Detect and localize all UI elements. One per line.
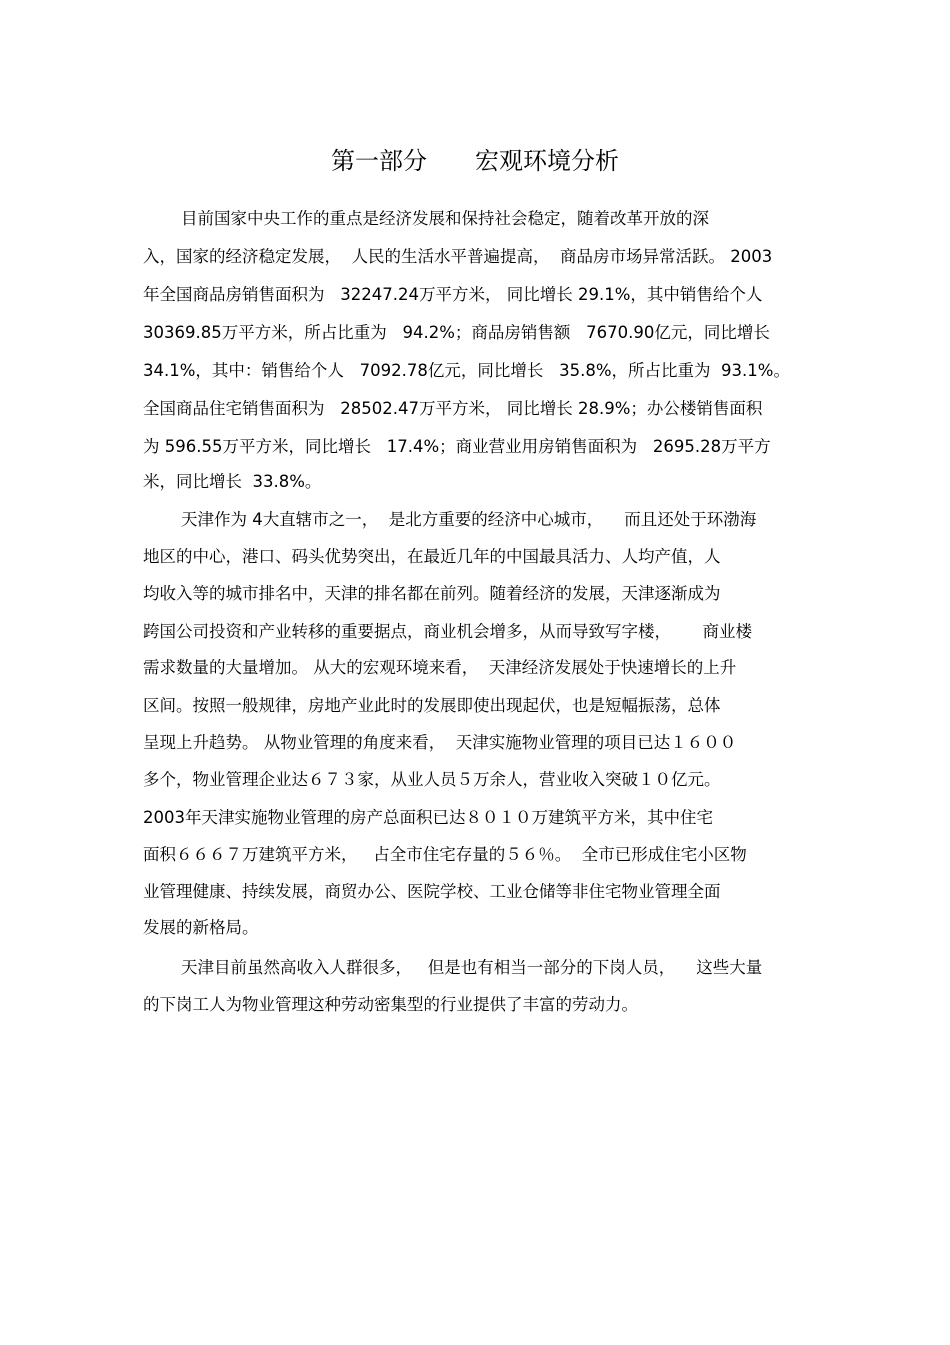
paragraph-2-line-8: 多个，物业管理企业达６７３家，从业人员５万余人，营业收入突破１０亿元。: [143, 770, 721, 789]
section-title: 第一部分 宏观环境分析: [331, 147, 619, 175]
paragraph-2-line-2: 地区的中心，港口、码头优势突出，在最近几年的中国最具活力、人均产值，人: [143, 547, 721, 566]
paragraph-2-line-12: 发展的新格局。: [143, 918, 259, 937]
paragraph-2-line-4: 跨国公司投资和产业转移的重要据点，商业机会增多，从而导致写字楼， 商业楼: [143, 622, 752, 641]
paragraph-2-line-3: 均收入等的城市排名中，天津的排名都在前列。随着经济的发展，天津逐渐成为: [143, 584, 721, 603]
paragraph-2-line-11: 业管理健康、持续发展，商贸办公、医院学校、工业仓储等非住宅物业管理全面: [143, 882, 721, 901]
paragraph-2-line-6: 区间。按照一般规律，房地产业此时的发展即使出现起伏，也是短幅振荡，总体: [143, 696, 721, 715]
paragraph-3-line-1: 天津目前虽然高收入人群很多， 但是也有相当一部分的下岗人员， 这些大量: [181, 958, 763, 977]
paragraph-2-line-5: 需求数量的大量增加。 从大的宏观环境来看， 天津经济发展处于快速增长的上升: [143, 658, 737, 677]
paragraph-1-line-6: 全国商品住宅销售面积为 28502.47万平方米， 同比增长 28.9%；办公楼销售面积: [143, 399, 763, 418]
paragraph-1-line-2: 入，国家的经济稳定发展， 人民的生活水平普遍提高， 商品房市场异常活跃。 2003: [143, 247, 773, 266]
paragraph-1-line-7: 为 596.55万平方米，同比增长 17.4%；商业营业用房销售面积为 2695.28万平方: [143, 437, 771, 456]
paragraph-1-line-1: 目前国家中央工作的重点是经济发展和保持社会稳定，随着改革开放的深: [181, 209, 709, 228]
paragraph-2-line-9: 2003年天津实施物业管理的房产总面积已达８０１０万建筑平方米，其中住宅: [143, 808, 713, 827]
paragraph-2-line-10: 面积６６６７万建筑平方米， 占全市住宅存量的５６％。 全市已形成住宅小区物: [143, 845, 747, 864]
paragraph-3-line-2: 的下岗工人为物业管理这种劳动密集型的行业提供了丰富的劳动力。: [143, 995, 638, 1014]
paragraph-1-line-8: 米，同比增长 33.8%。: [143, 472, 322, 491]
paragraph-2-line-7: 呈现上升趋势。 从物业管理的角度来看， 天津实施物业管理的项目已达１６００: [143, 733, 737, 752]
paragraph-1-line-4: 30369.85万平方米，所占比重为 94.2%；商品房销售额 7670.90亿元，同比增长: [143, 323, 770, 342]
paragraph-2-line-1: 天津作为 4大直辖市之一， 是北方重要的经济中心城市， 而且还处于环渤海: [181, 510, 757, 529]
paragraph-1-line-3: 年全国商品房销售面积为 32247.24万平方米， 同比增长 29.1%，其中销售给个人: [143, 285, 763, 304]
paragraph-1-line-5: 34.1%，其中：销售给个人 7092.78亿元，同比增长 35.8%，所占比重为 93.1%。: [143, 361, 790, 380]
